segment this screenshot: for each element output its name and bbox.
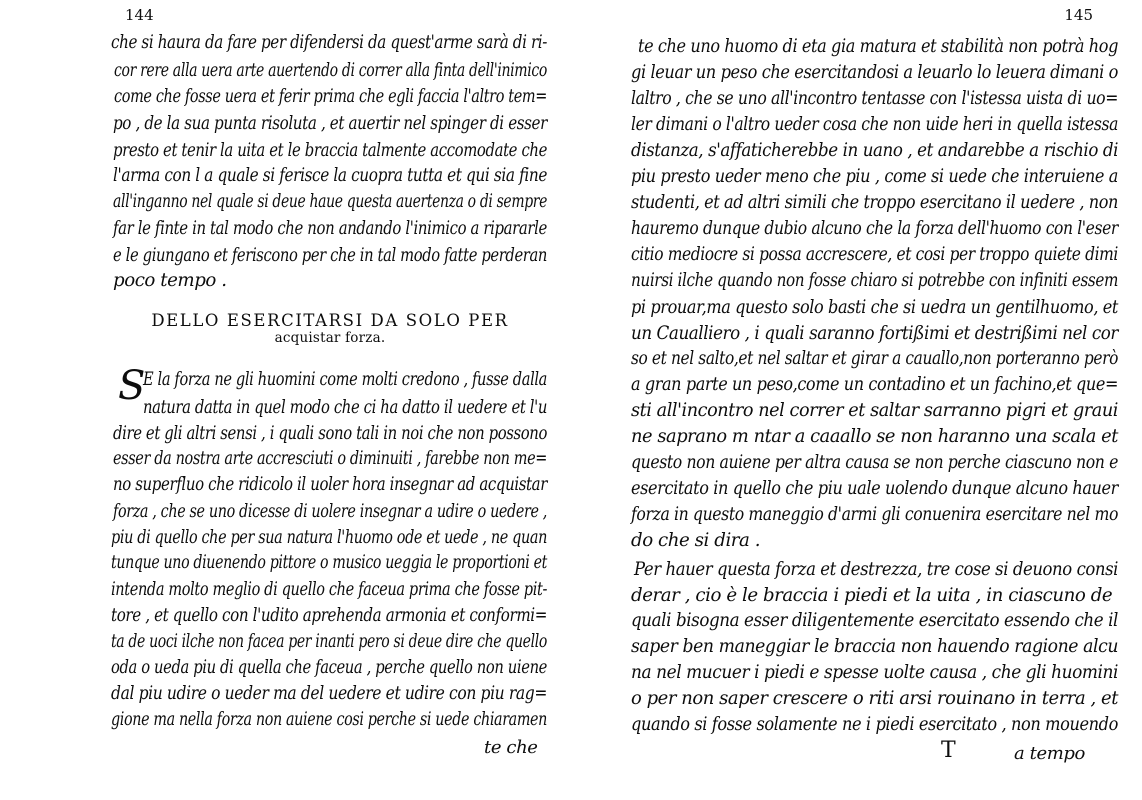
page-number: 145 [1064, 6, 1093, 24]
text-line: sti all'incontro nel correr et saltar sarranno pigri et graui [631, 400, 1118, 421]
text-line: tore , et quello con l'udito aprehenda armonia et conformi= [111, 605, 547, 626]
text-line: hauremo dunque dubio alcuno che la forza dell'huomo con l'eser [631, 218, 1118, 239]
text-line: esser da nostra arte accresciuti o diminuiti , farebbe non me= [113, 448, 547, 469]
text-line: ler dimani o l'altro ueder cosa che non uide heri in quella istessa [631, 114, 1118, 135]
text-line: dire et gli altri sensi , i quali sono tali in noi che non possono [113, 423, 547, 444]
text-line: presto et tenir la uita et le braccia talmente accomodate che [113, 140, 547, 161]
text-line: far le finte in tal modo che non andando l'inimico a ripararle [113, 218, 547, 239]
text-line: come che fosse uera et ferir prima che egli faccia l'altro tem= [114, 86, 547, 107]
text-line: a gran parte un peso,come un contadino et un fachino,et que= [631, 374, 1118, 395]
text-line: nuirsi ilche quando non fosse chiaro si potrebbe con infiniti essem [631, 270, 1118, 291]
text-line: studenti, et ad altri simili che troppo esercitano il uedere , non [631, 192, 1118, 213]
text-line: saper ben maneggiar le braccia non hauendo ragione alcu [631, 636, 1118, 657]
text-line: quali bisogna esser diligentemente esercitato essendo che il [631, 610, 1118, 631]
text-line: piu di quello che per sua natura l'huomo ode et uede , ne quan [111, 527, 547, 548]
text-line: intenda molto meglio di quello che faceua prima che fosse pit- [111, 579, 547, 600]
page-number: 144 [125, 6, 154, 24]
text-line: piu presto ueder meno che piu , come si uede che interuiene a [631, 166, 1118, 187]
text-line: Per hauer questa forza et destrezza, tre cose si deuono consi [634, 559, 1118, 580]
text-line: so et nel salto,et nel saltar et girar a cauallo,non porteranno però [631, 348, 1118, 369]
text-line: gi leuar un peso che esercitandosi a leuarlo lo leuera dimani o [631, 62, 1118, 83]
text-line: E la forza ne gli huomini come molti credono , fusse dalla [143, 369, 547, 390]
text-line: te che uno huomo di eta gia matura et stabilità non potrà hog [638, 36, 1118, 57]
catchword: a tempo [1014, 743, 1085, 764]
text-line: dal piu udire o ueder ma del uedere et udire con piu rag= [111, 683, 547, 704]
text-line: natura datta in quel modo che ci ha datto il uedere et l'u [143, 397, 547, 418]
text-line: cor rere alla uera arte auertendo di correr alla finta dell'inimico [114, 60, 547, 81]
section-subheading: acquistar forza. [274, 330, 386, 346]
text-line: poco tempo . [113, 270, 227, 291]
text-line: tunque uno diuenendo pittore o musico ueggia le proportioni et [111, 552, 547, 573]
text-line: quando si fosse solamente ne i piedi esercitato , non mouendo [631, 714, 1118, 735]
text-line: do che si dira . [631, 530, 761, 551]
section-heading: DELLO ESERCITARSI DA SOLO PER [151, 311, 509, 330]
text-line: l'arma con l a quale si ferisce la cuopra tutta et qui sia fine [113, 165, 547, 186]
text-line: pi prouar,ma questo solo basti che si uedra un gentilhuomo, et [631, 297, 1118, 318]
text-line: all'inganno nel quale si deue haue questa auertenza o di sempre [113, 191, 547, 212]
text-line: oda o ueda piu di quella che faceua , perche quello non uiene [111, 657, 547, 678]
text-line: laltro , che se uno all'incontro tentasse con l'istessa uista di uo= [631, 88, 1118, 109]
text-line: citio mediocre si possa accrescere, et cosi per troppo quiete dimi [631, 244, 1118, 265]
text-line: forza , che se uno dicesse di uolere insegnar a udire o uedere , [113, 501, 547, 522]
text-line: po , de la sua punta risoluta , et auertir nel spinger di esser [113, 113, 547, 134]
catchword: te che [484, 737, 538, 758]
text-line: un Caualliero , i quali saranno fortißimi et destrißimi nel cor [631, 323, 1118, 344]
text-line: e le giungano et feriscono per che in tal modo fatte perderan [113, 245, 547, 266]
text-line: esercitato in quello che piu uale uolendo dunque alcuno hauer [631, 478, 1118, 499]
text-line: distanza, s'affaticherebbe in uano , et andarebbe a rischio di [631, 140, 1118, 161]
text-line: no superfluo che ridicolo il uoler hora insegnar ad acquistar [113, 474, 547, 495]
text-line: ne saprano m ntar a caaallo se non haranno una scala et [631, 426, 1118, 447]
signature-mark: T [941, 738, 956, 763]
text-line: che si haura da fare per difendersi da quest'arme sarà di ri- [111, 32, 547, 53]
text-line: na nel mucuer i piedi e spesse uolte causa , che gli huomini [631, 662, 1118, 683]
text-line: ta de uoci ilche non facea per inanti pero si deue dire che quello [111, 631, 547, 652]
text-line: questo non auiene per altra causa se non perche ciascuno non e [631, 452, 1118, 473]
text-line: derar , cio è le braccia i piedi et la uita , in ciascuno de [631, 585, 1113, 606]
text-line: o per non saper crescere o riti arsi rouinano in terra , et [631, 688, 1118, 709]
text-line: forza in questo maneggio d'armi gli conuenira esercitare nel mo [631, 504, 1118, 525]
text-line: gione ma nella forza non auiene cosi perche si uede chiaramen [111, 709, 547, 730]
drop-cap: S [118, 363, 146, 409]
right-page [571, 0, 1142, 800]
